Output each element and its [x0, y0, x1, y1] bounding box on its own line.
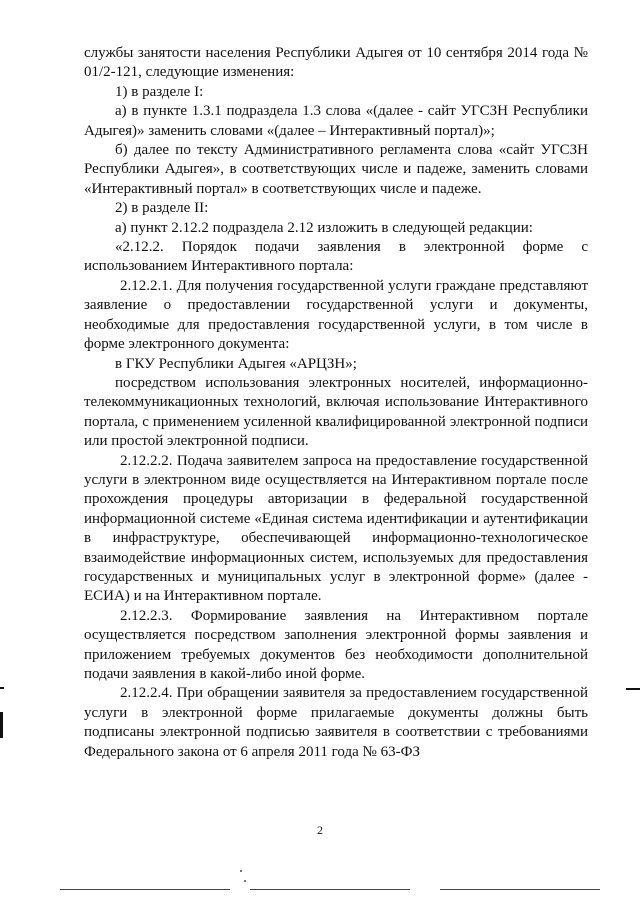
paragraph: а) в пункте 1.3.1 подраздела 1.3 слова «(далее - сайт УГСЗН Республики Адыгея)» заменить словами «(далее – Интерактивный портал)»; [84, 103, 588, 139]
scan-bottom-line [440, 889, 600, 890]
paragraph: «2.12.2. Порядок подачи заявления в электронной форме с использованием Интерактивного портала: [84, 239, 588, 275]
paragraph: службы занятости населения Республики Адыгея от 10 сентября 2014 года № 01/2-121, следующие изменения: [84, 45, 588, 81]
paragraph: 2.12.2.1. Для получения государственной услуги граждане представляют заявление о предоставлении государственной услуги и документы, необходимые для предоставления государственной услуги, в том числе в форме электронного документа: [84, 277, 588, 353]
scan-edge-mark-left [0, 687, 4, 689]
paragraph: а) пункт 2.12.2 подраздела 2.12 изложить в следующей редакции: [115, 219, 533, 236]
paragraph: 2.12.2.3. Формирование заявления на Интерактивном портале осуществляется посредством заполнения электронной формы заявления и приложением требуемых документов без необходимости дополнительной подачи заявления в какой-либо иной форме. [84, 607, 588, 682]
scan-edge-mark-right [626, 688, 640, 690]
paragraph: в ГКУ Республики Адыгея «АРЦЗН»; [115, 355, 357, 372]
paragraph: 1) в разделе I: [115, 83, 204, 100]
paragraph: посредством использования электронных носителей, информационно-телекоммуникационных технологий, включая использование Интерактивного портала, с применением усиленной квалифицированной электронной подписи или простой электронной подписи. [84, 374, 588, 450]
scan-bottom-line [250, 889, 410, 890]
paragraph: б) далее по тексту Административного регламента слова «сайт УГСЗН Республики Адыгея», в соответствующих числе и падеже, заменить словами «Интерактивный портал» в соответствующих числе и падеже. [84, 142, 588, 197]
document-body [84, 44, 588, 762]
scan-dot [240, 870, 242, 872]
paragraph: 2.12.2.2. Подача заявителем запроса на предоставление государственной услуги в электронном виде осуществляется на Интерактивном портале после прохождения процедуры авторизации в федеральной государственной информационной системе «Единая система идентификации и аутентификации в инфраструктуре, обеспечивающей информационно-технологическое взаимодействие информационных систем, используемых для предоставления государственных и муниципальных услуг в электронной форме» (далее - ЕСИА) и на Интерактивном портале. [84, 452, 588, 605]
scan-edge-mark-left-bar [0, 712, 3, 738]
paragraph: 2) в разделе II: [115, 200, 209, 217]
scan-dot [244, 880, 246, 882]
page-number: 2 [317, 823, 323, 837]
paragraph: 2.12.2.4. При обращении заявителя за предоставлением государственной услуги в электронной форме прилагаемые документы должны быть подписаны электронной подписью заявителя в соответствии с требованиями Федерального закона от 6 апреля 2011 года № 63-ФЗ [84, 685, 588, 760]
scan-bottom-line [60, 889, 230, 890]
